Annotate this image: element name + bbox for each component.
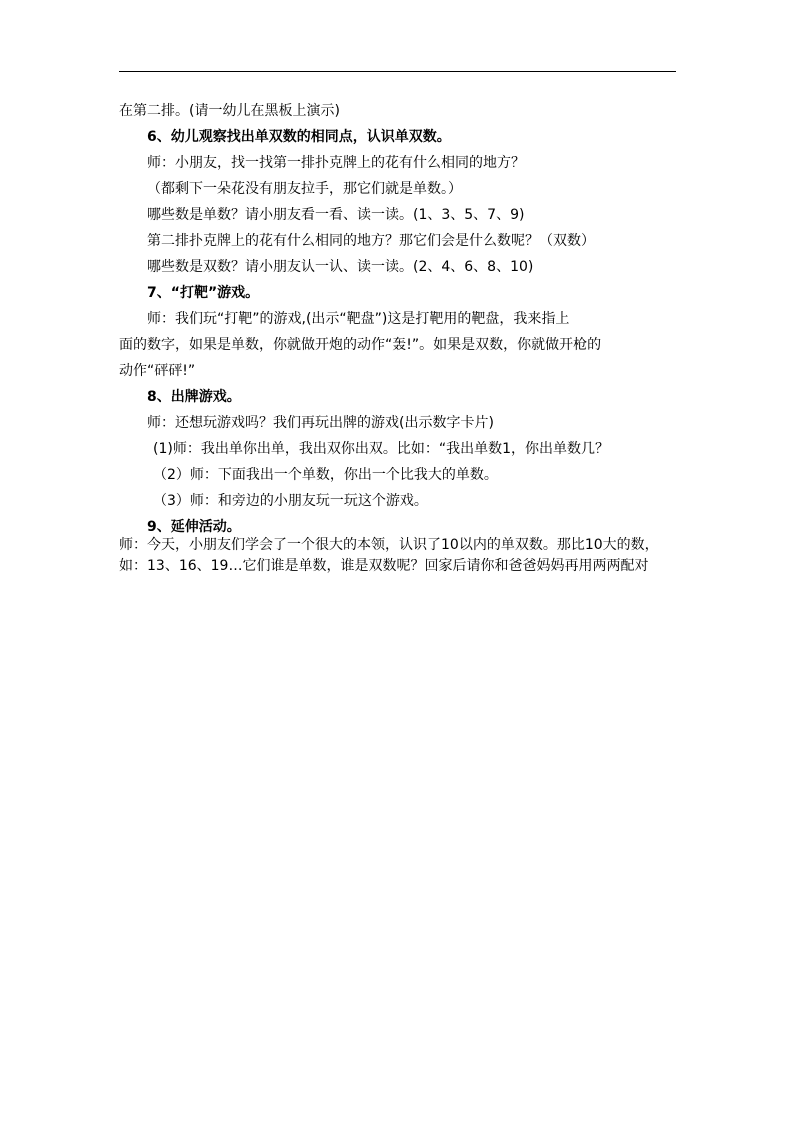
final-paragraph: 师：今天，小朋友们学会了一个很大的本领，认识了10以内的单双数。那比10大的数，如：13、16、19…它们谁是单数，谁是双数呢？回家后请你和爸爸妈妈再用两两配对	[119, 537, 659, 574]
text-line: （都剩下一朵花没有朋友拉手，那它们就是单数。）	[147, 181, 462, 197]
list-item-2: （2）师：下面我出一个单数，你出一个比我大的单数。	[153, 467, 498, 483]
section-heading-6: 6、幼儿观察找出单双数的相同点，认识单双数。	[147, 129, 451, 145]
section-heading-9: 9、延伸活动。	[147, 519, 241, 535]
text-line: 动作“砰砰!”	[119, 363, 196, 379]
section-heading-7: 7、“打靶”游戏。	[147, 285, 260, 301]
text-line: 在第二排。(请一幼儿在黑板上演示)	[119, 103, 340, 119]
text-line: 哪些数是双数？请小朋友认一认、读一读。(2、4、6、8、10)	[147, 259, 534, 275]
text-line: 哪些数是单数？请小朋友看一看、读一读。(1、3、5、7、9)	[147, 207, 525, 223]
text-line: 面的数字，如果是单数，你就做开炮的动作“轰!”。如果是双数，你就做开枪的	[119, 337, 602, 353]
section-heading-8: 8、出牌游戏。	[147, 389, 241, 405]
text-line: 第二排扑克牌上的花有什么相同的地方？那它们会是什么数呢？（双数）	[147, 233, 595, 249]
text-line: 师：还想玩游戏吗？我们再玩出牌的游戏(出示数字卡片)	[147, 415, 494, 431]
header-rule	[119, 71, 676, 72]
text-line: 师：我们玩“打靶”的游戏,(出示“靶盘”)这是打靶用的靶盘，我来指上	[147, 311, 570, 327]
list-item-3: （3）师：和旁边的小朋友玩一玩这个游戏。	[153, 493, 428, 509]
list-item-1: (1)师：我出单你出单，我出双你出双。比如：“我出单数1，你出单数几？	[153, 441, 609, 457]
text-line: 师：小朋友，找一找第一排扑克牌上的花有什么相同的地方？	[147, 155, 525, 171]
document-body	[119, 98, 679, 577]
